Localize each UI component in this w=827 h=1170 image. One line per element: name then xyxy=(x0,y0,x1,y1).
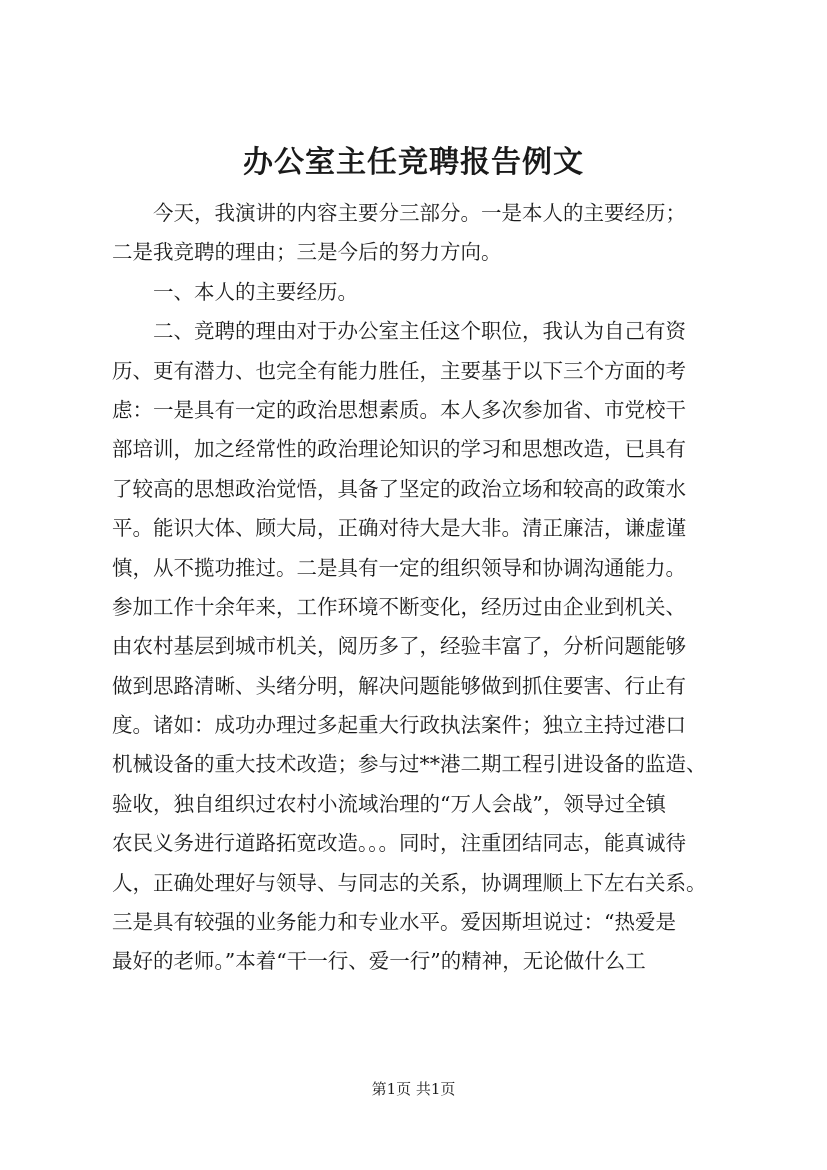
body-line: 验收，独自组织过农村小流域治理的“万人会战”，领导过全镇 xyxy=(112,791,666,816)
body-line: 了较高的思想政治觉悟，具备了坚定的政治立场和较高的政策水 xyxy=(112,476,686,501)
body-line: 平。能识大体、顾大局，正确对待大是大非。清正廉洁，谦虚谨 xyxy=(112,516,686,541)
body-line: 人，正确处理好与领导、与同志的关系，协调理顺上下左右关系。 xyxy=(112,870,707,895)
page-footer: 第1页 共1页 xyxy=(371,1080,456,1098)
body-line: 二是我竞聘的理由；三是今后的努力方向。 xyxy=(112,240,502,265)
body-line: 农民义务进行道路拓宽改造。。。同时，注重团结同志，能真诚待 xyxy=(112,831,686,856)
body-line: 二、竞聘的理由对于办公室主任这个职位，我认为自己有资 xyxy=(153,319,686,344)
body-line: 一、本人的主要经历。 xyxy=(153,279,358,304)
body-line: 今天，我演讲的内容主要分三部分。一是本人的主要经历； xyxy=(153,201,686,225)
body-line: 参加工作十余年来，工作环境不断变化，经历过由企业到机关、 xyxy=(112,594,686,619)
body-line: 虑：一是具有一定的政治思想素质。本人多次参加省、市党校干 xyxy=(112,397,686,422)
body-line: 慎，从不揽功推过。二是具有一定的组织领导和协调沟通能力。 xyxy=(112,555,686,580)
body-line: 历、更有潜力、也完全有能力胜任，主要基于以下三个方面的考 xyxy=(112,358,686,383)
body-line: 机械设备的重大技术改造；参与过**港二期工程引进设备的监造、 xyxy=(112,752,707,777)
body-line: 部培训，加之经常性的政治理论知识的学习和思想改造，已具有 xyxy=(112,437,686,462)
body-line: 最好的老师。”本着“干一行、爱一行”的精神，无论做什么工 xyxy=(112,949,646,974)
document-title: 办公室主任竞聘报告例文 xyxy=(243,145,584,180)
document-body xyxy=(112,194,742,982)
body-line: 三是具有较强的业务能力和专业水平。爱因斯坦说过：“热爱是 xyxy=(112,910,676,935)
body-line: 度。诸如：成功办理过多起重大行政执法案件；独立主持过港口 xyxy=(112,713,686,738)
body-line: 做到思路清晰、头绪分明，解决问题能够做到抓住要害、行止有 xyxy=(112,673,686,698)
body-line: 由农村基层到城市机关，阅历多了，经验丰富了，分析问题能够 xyxy=(112,634,686,659)
